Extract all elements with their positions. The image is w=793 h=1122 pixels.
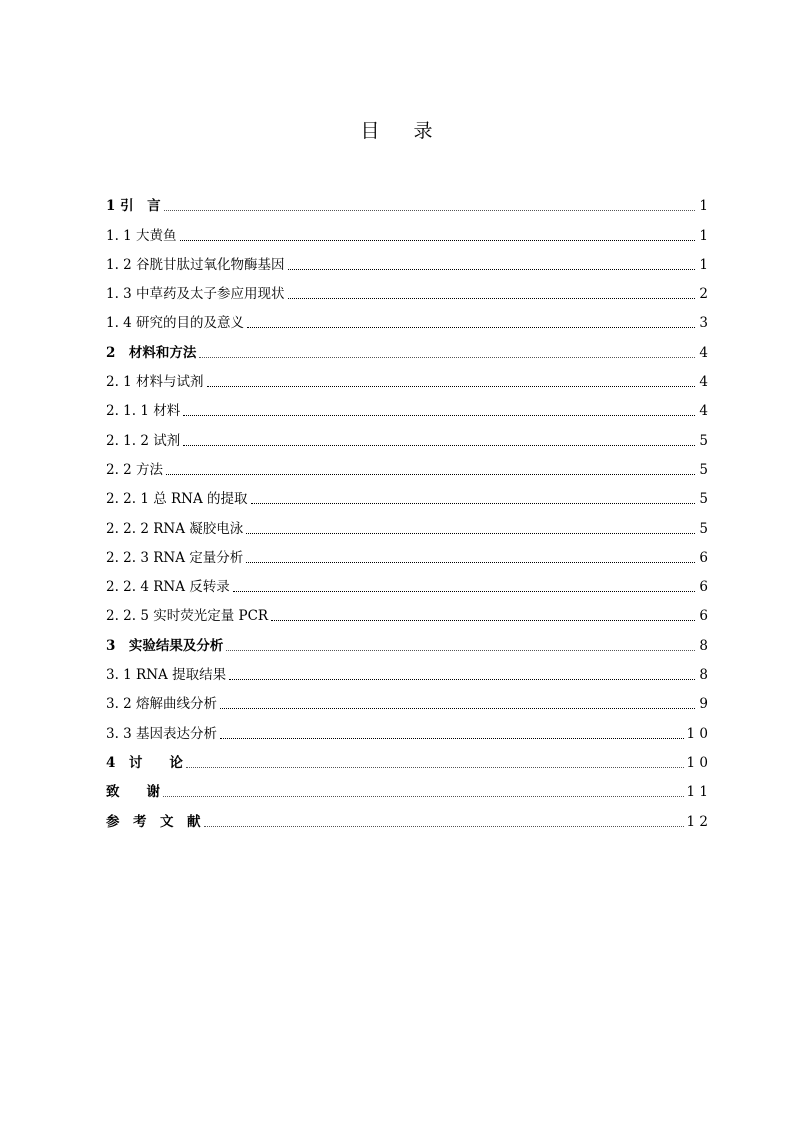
toc-page-number: 3 <box>699 315 708 332</box>
toc-page-number: 5 <box>699 461 708 478</box>
toc-entry-label: 2. 1 材料与试剂 <box>106 374 204 391</box>
dot-leader <box>186 757 684 769</box>
toc-page-number: 4 <box>699 403 708 420</box>
toc-page-number: 1 2 <box>686 813 708 830</box>
toc-page-number: 6 <box>699 579 708 596</box>
toc-page-number: 8 <box>699 637 708 654</box>
toc-entry-label: 3 实验结果及分析 <box>106 637 224 654</box>
toc-entry[interactable] <box>106 713 708 742</box>
toc-entry[interactable] <box>106 450 708 479</box>
toc-entry[interactable] <box>106 508 708 537</box>
toc-page-number: 6 <box>699 608 708 625</box>
toc-page-number: 2 <box>699 286 708 303</box>
dot-leader <box>246 523 695 535</box>
dot-leader <box>271 610 695 622</box>
toc-entry-label: 2. 2. 2 RNA 凝胶电泳 <box>106 520 244 537</box>
dot-leader <box>288 288 695 300</box>
toc-page-number: 4 <box>699 344 708 361</box>
dot-leader <box>226 640 695 652</box>
toc-entry[interactable] <box>106 332 708 361</box>
toc-entry[interactable] <box>106 420 708 449</box>
toc-entry-label: 2. 2. 3 RNA 定量分析 <box>106 549 244 566</box>
toc-entry[interactable] <box>106 303 708 332</box>
toc-entry-label: 3. 3 基因表达分析 <box>106 725 218 742</box>
toc-entry-label: 2. 2. 5 实时荧光定量 PCR <box>106 608 269 625</box>
dot-leader <box>246 552 695 564</box>
toc-page-number: 9 <box>699 696 708 713</box>
toc-page-number: 5 <box>699 491 708 508</box>
dot-leader <box>229 669 695 681</box>
dot-leader <box>233 581 695 593</box>
toc-page-number: 1 <box>699 256 708 273</box>
toc-entry[interactable] <box>106 245 708 274</box>
toc-entry-label: 参 考 文 献 <box>106 813 201 830</box>
toc-page-number: 1 <box>699 227 708 244</box>
toc-entry[interactable] <box>106 625 708 654</box>
toc-entry-label: 3. 2 熔解曲线分析 <box>106 696 218 713</box>
toc-entry[interactable] <box>106 596 708 625</box>
toc-entry[interactable] <box>106 215 708 244</box>
toc-entry-label: 2. 2 方法 <box>106 461 164 478</box>
toc-entry[interactable] <box>106 362 708 391</box>
dot-leader <box>163 786 684 798</box>
toc-entry-label: 2. 2. 4 RNA 反转录 <box>106 579 230 596</box>
toc-entry[interactable] <box>106 186 708 215</box>
toc-page-number: 1 0 <box>686 754 708 771</box>
dot-leader <box>183 435 695 447</box>
toc-entry-label: 致 谢 <box>106 784 160 801</box>
toc-entry[interactable] <box>106 684 708 713</box>
toc-entry-label: 2. 1. 2 试剂 <box>106 432 181 449</box>
toc-entry-label: 2. 1. 1 材料 <box>106 403 181 420</box>
dot-leader <box>251 493 695 505</box>
toc-entry-label: 2 材料和方法 <box>106 344 197 361</box>
toc-entry[interactable] <box>106 655 708 684</box>
dot-leader <box>166 464 695 476</box>
toc-entry[interactable] <box>106 801 708 830</box>
toc-entry[interactable] <box>106 391 708 420</box>
toc-entry[interactable] <box>106 538 708 567</box>
dot-leader <box>247 317 695 329</box>
toc-entry-label: 1. 1 大黄鱼 <box>106 227 177 244</box>
dot-leader <box>204 816 684 828</box>
toc-page-number: 1 0 <box>686 725 708 742</box>
toc-page-number: 1 1 <box>686 784 708 801</box>
dot-leader <box>180 230 695 242</box>
toc-entry-label: 1. 2 谷胱甘肽过氧化物酶基因 <box>106 256 285 273</box>
toc-entry-label: 1. 3 中草药及太子参应用现状 <box>106 286 285 303</box>
toc-entry[interactable] <box>106 479 708 508</box>
toc-page-number: 6 <box>699 549 708 566</box>
dot-leader <box>207 376 695 388</box>
toc-page-number: 8 <box>699 667 708 684</box>
dot-leader <box>220 698 695 710</box>
toc-entry[interactable] <box>106 772 708 801</box>
toc-entry-label: 2. 2. 1 总 RNA 的提取 <box>106 491 248 508</box>
toc-page-number: 4 <box>699 374 708 391</box>
toc-page-number: 5 <box>699 432 708 449</box>
toc-page-number: 5 <box>699 520 708 537</box>
toc-entry[interactable] <box>106 743 708 772</box>
toc-entry-label: 4 讨 论 <box>106 754 183 771</box>
dot-leader <box>199 347 695 359</box>
toc-page-number: 1 <box>699 198 708 215</box>
dot-leader <box>183 405 695 417</box>
dot-leader <box>164 200 695 212</box>
toc-entry-label: 1. 4 研究的目的及意义 <box>106 315 245 332</box>
dot-leader <box>288 259 695 271</box>
toc-entry-label: 3. 1 RNA 提取结果 <box>106 667 227 684</box>
table-of-contents <box>106 186 708 831</box>
toc-entry[interactable] <box>106 567 708 596</box>
toc-entry[interactable] <box>106 274 708 303</box>
dot-leader <box>220 728 683 740</box>
page-title: 目 录 <box>360 120 447 142</box>
toc-entry-label: 1 引 言 <box>106 198 161 215</box>
